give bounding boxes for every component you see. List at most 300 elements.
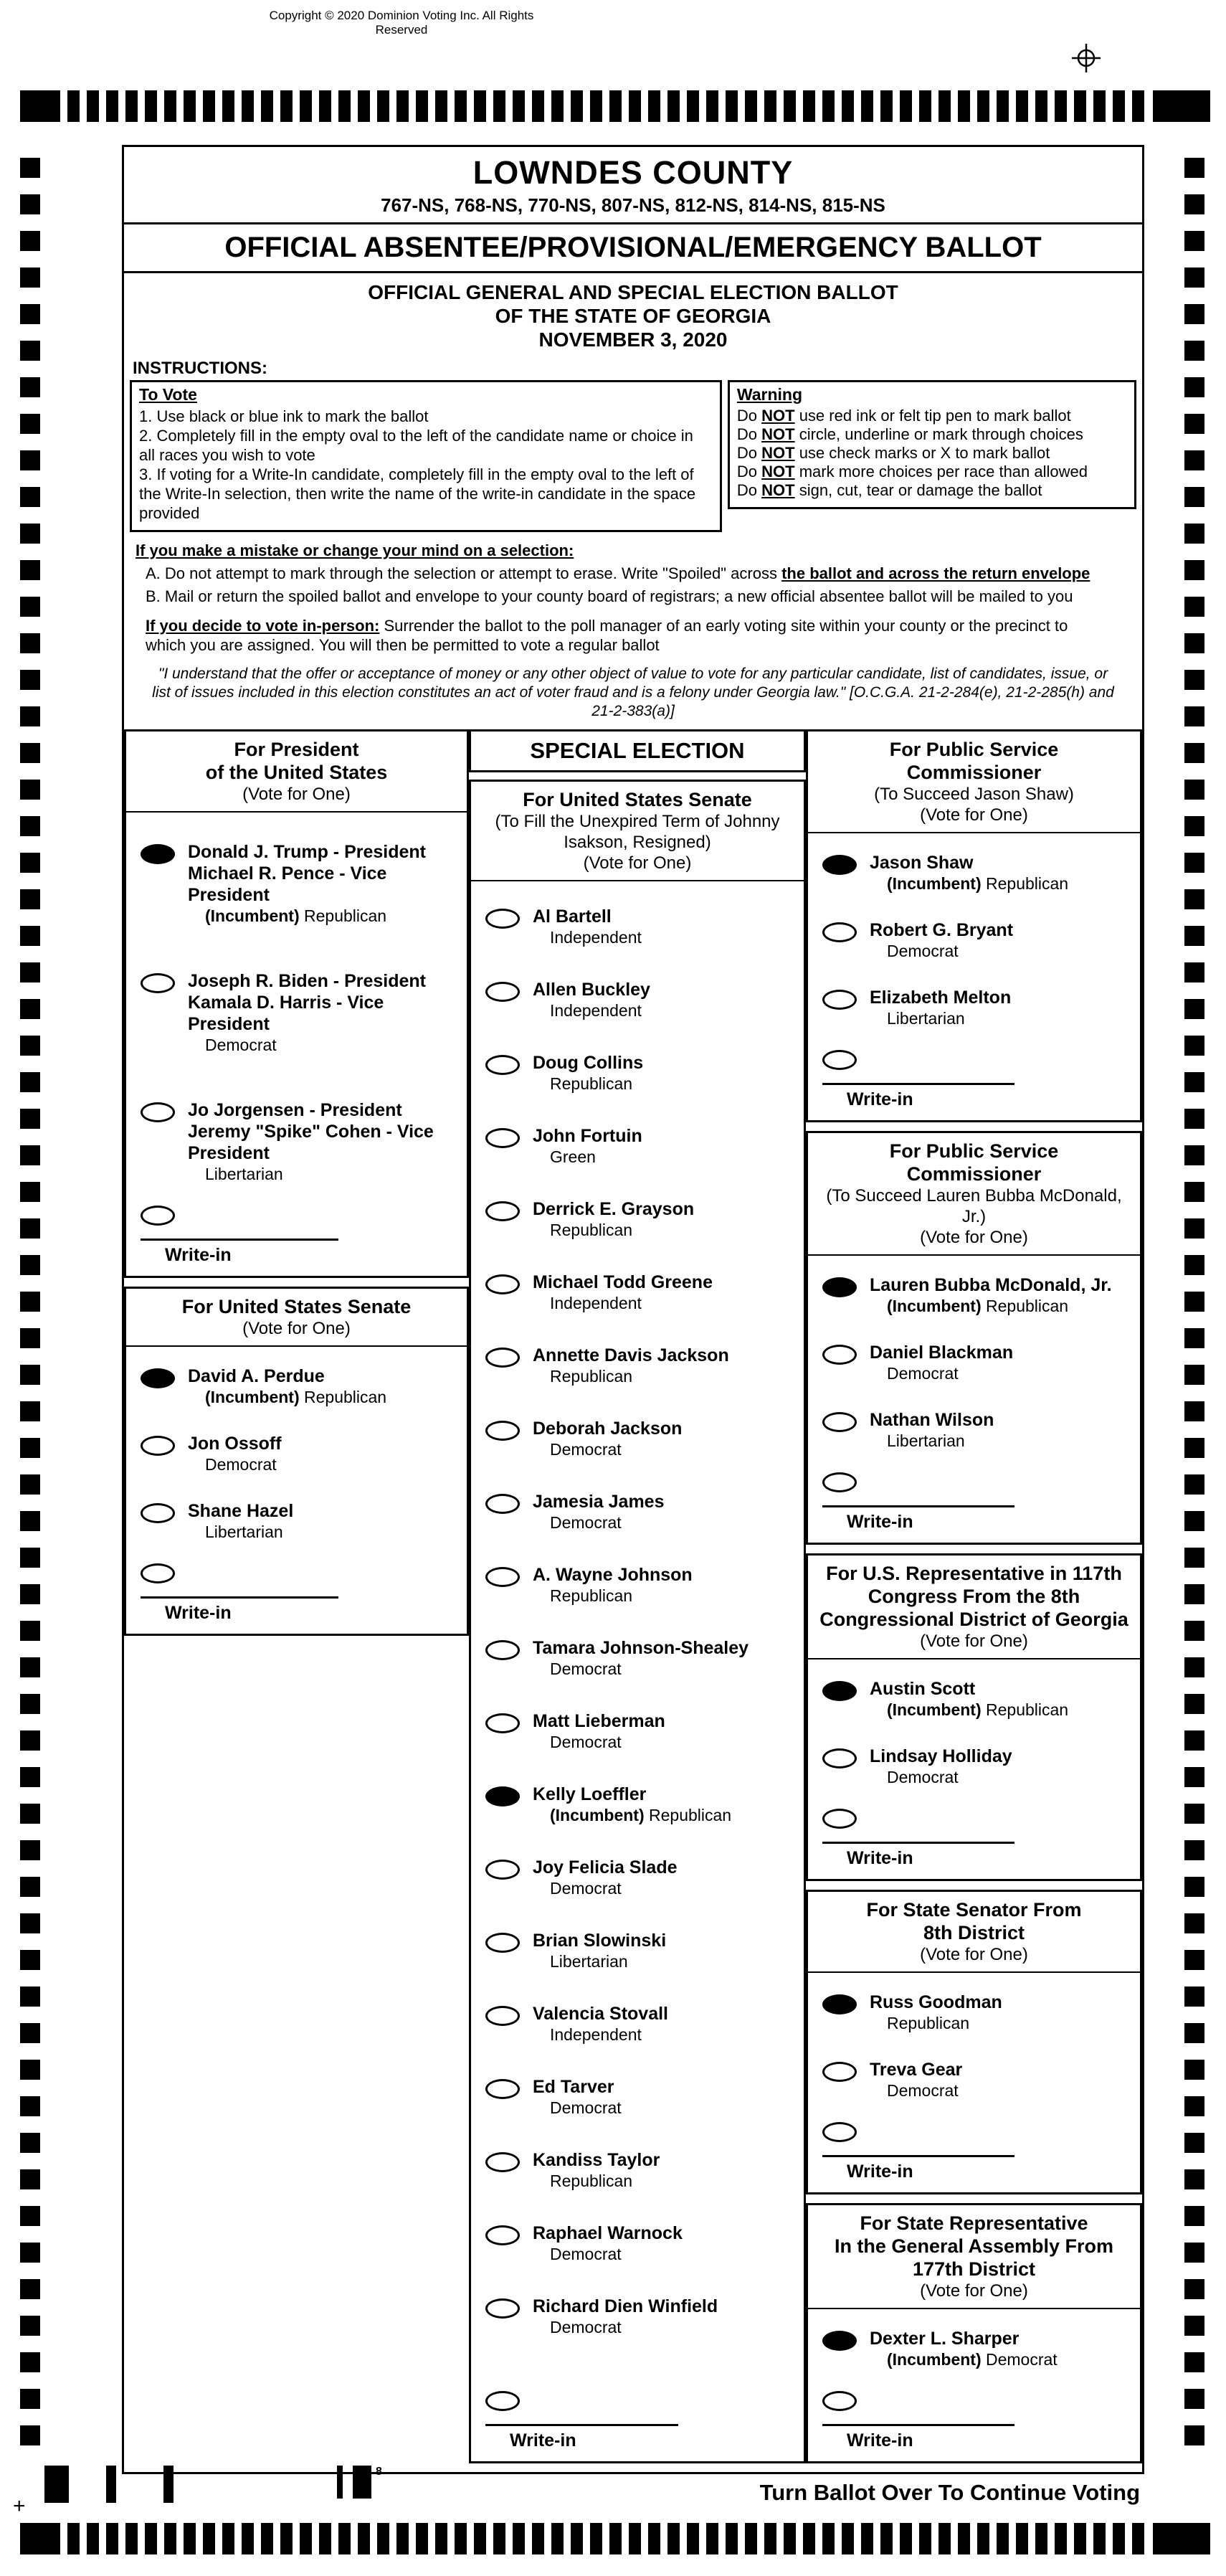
timing-mark — [745, 90, 757, 122]
timing-mark — [184, 2523, 196, 2554]
empty-oval[interactable] — [485, 1567, 520, 1587]
write-in-section — [471, 2369, 804, 2461]
timing-mark — [242, 90, 254, 122]
write-in-name-line[interactable] — [822, 1842, 1014, 1844]
timing-mark — [20, 2352, 40, 2372]
candidate-info — [533, 1637, 749, 1679]
mistake-item-a-text: A. Do not attempt to mark through the selection or attempt to erase. Write "Spoiled" across — [146, 564, 782, 582]
timing-mark — [1184, 2060, 1204, 2080]
vote-for-instruction: (Vote for One) — [920, 1945, 1028, 1964]
empty-oval[interactable] — [485, 1640, 520, 1660]
timing-mark — [67, 90, 80, 122]
marked-oval[interactable] — [141, 1368, 175, 1388]
to-vote-item: 2. Completely fill in the empty oval to the left of the candidate name or choice in all races you wish to vote — [139, 427, 693, 464]
timing-mark — [977, 90, 989, 122]
candidate-info — [188, 1500, 293, 1542]
candidate-name: Joseph R. Biden - President — [188, 971, 427, 991]
empty-oval[interactable] — [485, 1055, 520, 1075]
candidate-row — [808, 2328, 1140, 2369]
timing-mark — [145, 90, 157, 122]
contest-header — [808, 1133, 1140, 1256]
candidate-name: Jason Shaw — [870, 853, 974, 873]
write-in-oval[interactable] — [822, 1809, 857, 1829]
marked-oval[interactable] — [822, 2331, 857, 2351]
contest-box — [806, 1890, 1142, 2194]
empty-oval[interactable] — [485, 1201, 520, 1221]
candidate-info — [188, 841, 461, 926]
contest-title-line: For Public Service — [889, 1140, 1059, 1162]
not-emphasis: NOT — [761, 425, 795, 443]
timing-mark — [20, 999, 40, 1019]
timing-mark — [20, 414, 40, 434]
warning-item: Do NOT use red ink or felt tip pen to mark ballot — [736, 407, 1071, 425]
oval-cell — [485, 1052, 533, 1094]
timing-mark — [1153, 90, 1210, 122]
timing-mark — [1184, 487, 1204, 507]
empty-oval[interactable] — [141, 1102, 175, 1122]
timing-mark — [784, 2523, 796, 2554]
timing-mark — [1184, 853, 1204, 873]
timing-mark — [1184, 377, 1204, 397]
empty-oval[interactable] — [485, 1860, 520, 1880]
timing-mark — [20, 816, 40, 836]
candidate-party: Republican — [550, 1367, 633, 1386]
empty-oval[interactable] — [141, 973, 175, 993]
write-in-section — [808, 2119, 1140, 2192]
candidate-row — [471, 1125, 804, 1167]
oval-cell — [485, 1637, 533, 1679]
write-in-name-line[interactable] — [485, 2424, 678, 2426]
contest-subtitle-line: (To Succeed Jason Shaw) — [874, 785, 1074, 804]
timing-mark — [1184, 560, 1204, 580]
candidate-info — [188, 1099, 461, 1184]
timing-mark — [20, 670, 40, 690]
write-in-section — [808, 2369, 1140, 2461]
instructions-label: INSTRUCTIONS: — [133, 359, 267, 378]
marked-oval[interactable] — [822, 1681, 857, 1701]
incumbent-label: (Incumbent) — [887, 1700, 986, 1719]
oval-cell — [822, 1806, 870, 1829]
empty-oval[interactable] — [822, 2062, 857, 2082]
barcode-bar — [337, 2466, 343, 2499]
corner-plus-mark: + — [13, 2494, 26, 2518]
write-in-label: Write-in — [847, 2161, 913, 2182]
timing-mark — [1184, 414, 1204, 434]
contest-area — [124, 729, 1142, 2472]
candidate-row — [471, 1345, 804, 1386]
timing-mark — [20, 1840, 40, 1860]
timing-mark — [20, 1218, 40, 1239]
candidate-row — [808, 919, 1140, 961]
contest-title-line: For U.S. Representative in 117th — [826, 1563, 1122, 1584]
timing-mark — [20, 267, 40, 288]
timing-mark — [474, 90, 486, 122]
timing-mark — [919, 90, 931, 122]
contest-title-line: For United States Senate — [181, 1296, 412, 1317]
candidate-party: Democrat — [887, 942, 959, 960]
timing-mark — [416, 90, 428, 122]
timing-mark — [803, 2523, 815, 2554]
instruction-boxes — [130, 380, 1136, 532]
timing-mark — [900, 2523, 912, 2554]
candidate-info — [533, 1491, 664, 1533]
empty-oval[interactable] — [485, 1494, 520, 1514]
candidate-row — [471, 1564, 804, 1606]
timing-mark — [106, 2523, 118, 2554]
contest-title-line: Commissioner — [906, 762, 1042, 783]
empty-oval[interactable] — [485, 1421, 520, 1441]
timing-mark — [1184, 1621, 1204, 1641]
candidate-row — [471, 1052, 804, 1094]
timing-mark — [20, 926, 40, 946]
timing-mark — [1184, 1401, 1204, 1421]
timing-mark — [20, 1730, 40, 1751]
election-title-line1: OFFICIAL GENERAL AND SPECIAL ELECTION BALLOT — [368, 281, 898, 303]
timing-mark — [1113, 90, 1125, 122]
contest-title-line: Congress From the 8th — [868, 1586, 1080, 1607]
empty-oval[interactable] — [485, 2152, 520, 2172]
candidate-info — [870, 1342, 1013, 1383]
candidate-name: Robert G. Bryant — [870, 920, 1014, 940]
empty-oval[interactable] — [485, 2079, 520, 2099]
oval-cell — [141, 841, 188, 926]
timing-mark — [164, 2523, 176, 2554]
ballot-type-title: OFFICIAL ABSENTEE/PROVISIONAL/EMERGENCY BALLOT — [124, 224, 1142, 273]
marked-oval[interactable] — [822, 1994, 857, 2014]
election-date: NOVEMBER 3, 2020 — [538, 328, 728, 351]
oval-cell — [822, 2059, 870, 2101]
oval-cell — [822, 2388, 870, 2411]
oval-cell — [485, 2149, 533, 2191]
candidate-name: Jamesia James — [533, 1492, 665, 1512]
marked-oval[interactable] — [485, 1786, 520, 1806]
write-in-name-line[interactable] — [822, 2155, 1014, 2157]
timing-mark — [726, 90, 738, 122]
empty-oval[interactable] — [822, 1412, 857, 1432]
contest-header — [808, 731, 1140, 833]
write-in-label: Write-in — [510, 2430, 576, 2450]
candidate-name: Derrick E. Grayson — [533, 1199, 695, 1219]
mistake-item-a — [136, 564, 1131, 583]
timing-mark — [87, 90, 99, 122]
oval-cell — [485, 1710, 533, 1752]
empty-oval[interactable] — [485, 982, 520, 1002]
timing-marks-bottom — [20, 2523, 1210, 2554]
not-emphasis: NOT — [761, 407, 795, 425]
candidate-party: Democrat — [550, 2245, 622, 2263]
timing-mark — [958, 2523, 970, 2554]
vote-for-instruction: (Vote for One) — [920, 805, 1028, 825]
write-in-name-line[interactable] — [822, 1505, 1014, 1507]
marked-oval[interactable] — [141, 844, 175, 864]
empty-oval[interactable] — [485, 2006, 520, 2026]
candidate-name: Raphael Warnock — [533, 2223, 683, 2243]
candidate-row — [471, 1784, 804, 1825]
write-in-oval[interactable] — [822, 1472, 857, 1492]
write-in-section — [808, 1469, 1140, 1543]
timing-mark — [1184, 889, 1204, 909]
candidate-info — [870, 1746, 1012, 1787]
candidate-name: Donald J. Trump - President — [188, 842, 426, 862]
candidate-row — [471, 1857, 804, 1898]
candidate-info — [533, 1564, 693, 1606]
incumbent-label: (Incumbent) — [550, 1806, 649, 1824]
timing-mark — [648, 90, 660, 122]
timing-mark — [20, 633, 40, 653]
contest-body — [471, 881, 804, 2337]
candidate-info — [533, 2296, 718, 2337]
oval-cell — [141, 1433, 188, 1474]
candidate-info — [870, 1409, 994, 1451]
write-in-section — [808, 1047, 1140, 1120]
empty-oval[interactable] — [485, 1274, 520, 1294]
empty-oval[interactable] — [485, 1713, 520, 1733]
timing-mark — [222, 2523, 234, 2554]
empty-oval[interactable] — [485, 909, 520, 929]
timing-mark — [280, 2523, 293, 2554]
candidate-row — [471, 1198, 804, 1240]
marked-oval[interactable] — [822, 855, 857, 875]
write-in-name-line[interactable] — [141, 1239, 338, 1241]
candidate-row — [471, 2149, 804, 2191]
timing-mark — [1184, 2096, 1204, 2116]
candidate-info — [533, 1198, 694, 1240]
candidate-name: Richard Dien Winfield — [533, 2296, 718, 2316]
empty-oval[interactable] — [485, 1348, 520, 1368]
candidate-name: Valencia Stovall — [533, 2004, 668, 2024]
timing-marks-top — [20, 90, 1210, 122]
to-vote-item: 1. Use black or blue ink to mark the ballot — [139, 407, 429, 425]
oval-cell — [485, 1857, 533, 1898]
candidate-info — [870, 2059, 962, 2101]
timing-mark — [20, 1182, 40, 1202]
timing-mark — [20, 377, 40, 397]
candidate-row — [808, 1342, 1140, 1383]
candidate-name: Daniel Blackman — [870, 1343, 1014, 1363]
oval-cell — [141, 970, 188, 1055]
ballot-column-3 — [806, 729, 1142, 2472]
candidate-row — [808, 1409, 1140, 1451]
contest-header — [471, 782, 804, 881]
timing-mark — [20, 158, 40, 178]
timing-mark — [319, 90, 331, 122]
timing-mark — [20, 2389, 40, 2409]
candidate-row — [471, 1930, 804, 1971]
timing-mark — [1184, 1694, 1204, 1714]
candidate-party: Democrat — [887, 1768, 959, 1786]
timing-mark — [1184, 1145, 1204, 1165]
timing-marks-left — [20, 158, 40, 2445]
candidate-name: Elizabeth Melton — [870, 988, 1012, 1008]
candidate-info — [870, 1678, 1068, 1720]
write-in-oval[interactable] — [822, 2122, 857, 2142]
write-in-oval[interactable] — [822, 2391, 857, 2411]
timing-mark — [1184, 1840, 1204, 1860]
empty-oval[interactable] — [485, 1128, 520, 1148]
timing-mark — [861, 90, 873, 122]
timing-mark — [20, 1072, 40, 1092]
timing-mark — [1184, 341, 1204, 361]
candidate-name: Lindsay Holliday — [870, 1746, 1012, 1766]
write-in-oval[interactable] — [822, 1050, 857, 1070]
not-emphasis: NOT — [761, 444, 795, 462]
timing-mark — [242, 2523, 254, 2554]
empty-oval[interactable] — [822, 1748, 857, 1768]
timing-mark — [1184, 926, 1204, 946]
timing-mark — [20, 1365, 40, 1385]
candidate-name: Jo Jorgensen - President — [188, 1100, 402, 1120]
ballot-frame — [122, 145, 1144, 2474]
candidate-party: Independent — [550, 928, 642, 947]
in-person-note — [136, 616, 1131, 655]
candidate-name: Michael R. Pence - Vice President — [188, 863, 387, 905]
timing-mark — [20, 597, 40, 617]
contest-header — [808, 1555, 1140, 1659]
timing-mark — [20, 2023, 40, 2043]
contest-title-line: For State Senator From — [866, 1899, 1082, 1921]
timing-mark — [1074, 90, 1086, 122]
timing-mark — [1074, 2523, 1086, 2554]
timing-mark — [67, 2523, 80, 2554]
timing-mark — [20, 2060, 40, 2080]
timing-mark — [1184, 2243, 1204, 2263]
candidate-name: Kelly Loeffler — [533, 1784, 647, 1804]
registration-crosshair-icon — [1070, 42, 1103, 75]
timing-mark — [20, 2243, 40, 2263]
timing-mark — [1184, 1950, 1204, 1970]
contest-box — [806, 1131, 1142, 1545]
empty-oval[interactable] — [485, 2225, 520, 2245]
timing-mark — [455, 90, 467, 122]
write-in-oval[interactable] — [141, 1563, 175, 1583]
timing-mark — [1184, 633, 1204, 653]
timing-mark — [1184, 194, 1204, 214]
empty-oval[interactable] — [141, 1503, 175, 1523]
timing-mark — [20, 1328, 40, 1348]
timing-mark — [745, 2523, 757, 2554]
timing-mark — [880, 90, 893, 122]
timing-mark — [784, 90, 796, 122]
oval-cell — [822, 2119, 870, 2142]
timing-mark — [20, 487, 40, 507]
timing-mark — [532, 2523, 544, 2554]
contest-box — [806, 1553, 1142, 1881]
candidate-name: Nathan Wilson — [870, 1410, 994, 1430]
empty-oval[interactable] — [822, 922, 857, 942]
timing-mark — [1093, 2523, 1106, 2554]
candidate-party: Green — [550, 1147, 596, 1166]
contest-header — [126, 1289, 467, 1347]
oval-cell — [485, 2296, 533, 2337]
election-header — [124, 273, 1142, 354]
timing-mark — [20, 1657, 40, 1677]
write-in-oval[interactable] — [485, 2391, 520, 2411]
candidate-party: Libertarian — [550, 1952, 628, 1971]
candidate-name: Michael Todd Greene — [533, 1272, 713, 1292]
empty-oval[interactable] — [485, 2298, 520, 2319]
candidate-row — [471, 2296, 804, 2337]
timing-mark — [803, 90, 815, 122]
contest-header — [126, 731, 467, 813]
contest-header — [808, 2205, 1140, 2309]
write-in-name-line[interactable] — [822, 2424, 1014, 2426]
write-in-name-line[interactable] — [141, 1596, 338, 1599]
election-title-line2: OF THE STATE OF GEORGIA — [495, 305, 771, 327]
timing-mark — [261, 2523, 273, 2554]
candidate-party: Democrat — [887, 2081, 959, 2100]
contest-box — [806, 2203, 1142, 2463]
oval-cell — [822, 1409, 870, 1451]
timing-mark — [125, 90, 138, 122]
empty-oval[interactable] — [485, 1933, 520, 1953]
oval-cell — [141, 1500, 188, 1542]
timing-mark — [20, 90, 60, 122]
timing-mark — [1184, 2169, 1204, 2189]
candidate-party: (Incumbent) Republican — [205, 906, 387, 925]
mistake-item-a-emphasis: the ballot and across the return envelope — [781, 564, 1090, 582]
in-person-text: Surrender the ballot to the poll manager of an early voting site within your county or the precinct to which you are assigned. You will then be permitted to vote a regular ballot — [146, 617, 1068, 654]
timing-mark — [319, 2523, 331, 2554]
candidate-name: Joy Felicia Slade — [533, 1857, 678, 1877]
candidate-row — [471, 1272, 804, 1313]
empty-oval[interactable] — [141, 1436, 175, 1456]
timing-mark — [1184, 2133, 1204, 2153]
oval-cell — [485, 1345, 533, 1386]
timing-mark — [20, 1694, 40, 1714]
contest-title-line: For United States Senate — [523, 789, 752, 810]
oval-cell — [485, 1784, 533, 1825]
candidate-name: Treva Gear — [870, 2060, 963, 2080]
candidate-name: Tamara Johnson-Shealey — [533, 1638, 749, 1658]
timing-mark — [629, 90, 641, 122]
oval-cell — [485, 979, 533, 1021]
timing-mark — [20, 889, 40, 909]
timing-mark — [20, 962, 40, 982]
timing-mark — [1184, 670, 1204, 690]
marked-oval[interactable] — [822, 1277, 857, 1297]
incumbent-label: (Incumbent) — [205, 906, 304, 925]
timing-mark — [997, 90, 1009, 122]
timing-mark — [338, 2523, 351, 2554]
timing-mark — [1184, 2425, 1204, 2445]
felony-notice: "I understand that the offer or acceptance of money or any other object of value to vote for any particular candidate, list of candidates, issue, or list of issues included in this election constitutes an act of voter fraud and is a felony under Georgia law." [O.C.G.A. 21-2-284(e), 21-2-285(h) and 21-2-383(a)] — [152, 666, 1114, 719]
oval-cell — [485, 2076, 533, 2118]
timing-mark — [377, 2523, 389, 2554]
empty-oval[interactable] — [822, 1345, 857, 1365]
oval-cell — [141, 1203, 188, 1226]
timing-mark — [764, 90, 776, 122]
write-in-label: Write-in — [847, 1848, 913, 1868]
timing-mark — [20, 1255, 40, 1275]
oval-cell — [485, 2222, 533, 2264]
candidate-info — [533, 1857, 678, 1898]
timing-mark — [20, 1877, 40, 1897]
timing-mark — [435, 90, 447, 122]
timing-mark — [1184, 2352, 1204, 2372]
oval-cell — [485, 1930, 533, 1971]
contest-body — [808, 1678, 1140, 1787]
contest-box — [124, 1287, 469, 1636]
timing-mark — [20, 2425, 40, 2445]
write-in-section — [808, 1806, 1140, 1879]
ballot-column-1 — [124, 729, 469, 2472]
candidate-name: Ed Tarver — [533, 2077, 614, 2097]
timing-mark — [571, 2523, 583, 2554]
write-in-name-line[interactable] — [822, 1083, 1014, 1085]
contest-header — [808, 1892, 1140, 1973]
write-in-oval[interactable] — [141, 1206, 175, 1226]
empty-oval[interactable] — [822, 990, 857, 1010]
